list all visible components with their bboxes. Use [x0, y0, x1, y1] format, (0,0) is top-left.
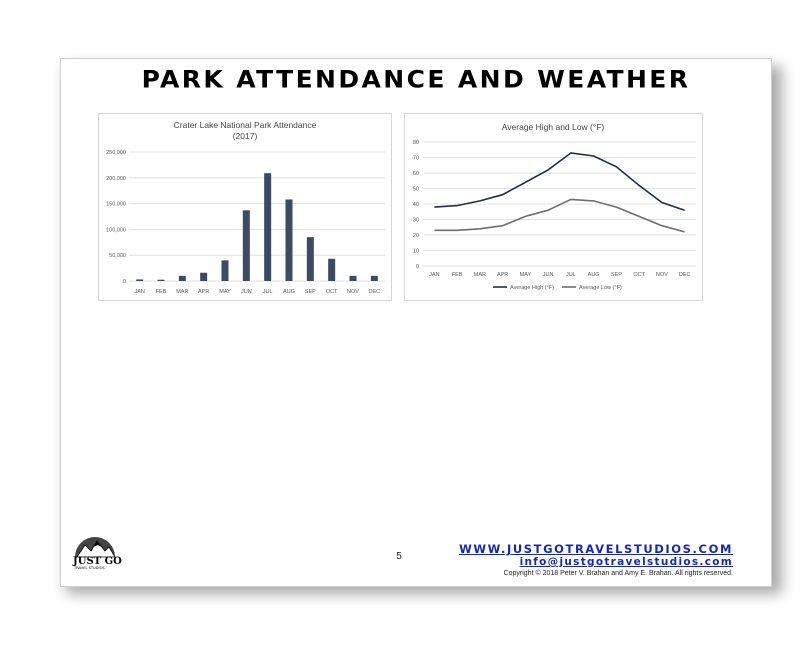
- y-tick-label: 10: [412, 248, 419, 255]
- bar: [264, 173, 271, 281]
- copyright-text: Copyright © 2018 Peter V. Brahan and Amy E. Brahan. All rights reserved.: [503, 570, 733, 577]
- attendance-chart-panel: [98, 113, 392, 301]
- chart-subtitle: (2017): [232, 131, 258, 141]
- temperature-chart: [405, 114, 702, 300]
- y-tick-label: 70: [412, 155, 419, 162]
- y-tick-label: 30: [412, 217, 419, 224]
- x-tick-label: MAR: [176, 289, 189, 295]
- just-go-logo: [65, 533, 129, 569]
- x-tick-label: JAN: [134, 289, 145, 295]
- y-tick-label: 250,000: [106, 150, 126, 156]
- y-tick-label: 20: [412, 233, 419, 239]
- x-tick-label: OCT: [325, 289, 338, 295]
- website-link[interactable]: WWW.JUSTGOTRAVELSTUDIOS.COM: [459, 542, 733, 556]
- bar: [307, 237, 314, 281]
- x-tick-label: JUN: [240, 289, 252, 295]
- y-tick-label: 150,000: [106, 201, 126, 208]
- x-tick-label: JUN: [542, 272, 554, 278]
- y-tick-label: 50,000: [109, 253, 126, 260]
- series-line: [434, 153, 684, 210]
- x-tick-label: AUG: [283, 289, 295, 295]
- bar: [136, 279, 143, 281]
- x-tick-label: SEP: [610, 272, 622, 278]
- y-tick-label: 0: [122, 279, 126, 285]
- y-tick-label: 40: [412, 202, 419, 208]
- y-tick-label: 80: [412, 140, 419, 146]
- temperature-chart-panel: [404, 113, 703, 301]
- x-tick-label: JUL: [262, 289, 273, 295]
- x-tick-label: MAY: [219, 289, 231, 295]
- logo-subtext: TRAVEL STUDIOS: [74, 566, 105, 569]
- legend-label: Average Low (°F): [579, 285, 622, 291]
- bar: [350, 276, 357, 281]
- x-tick-label: OCT: [633, 272, 645, 278]
- x-tick-label: MAR: [473, 272, 486, 278]
- legend-label: Average High (°F): [510, 285, 554, 291]
- logo-text: JUST GO: [73, 556, 122, 567]
- x-tick-label: FEB: [155, 289, 167, 295]
- x-tick-label: FEB: [451, 272, 463, 278]
- bar: [158, 280, 165, 281]
- x-tick-label: AUG: [587, 272, 600, 278]
- page-number: 5: [396, 551, 402, 562]
- attendance-chart: [99, 114, 391, 300]
- x-tick-label: MAY: [519, 272, 532, 278]
- x-tick-label: DEC: [678, 272, 691, 278]
- x-tick-label: JUL: [565, 272, 576, 278]
- x-tick-label: SEP: [304, 289, 316, 295]
- y-tick-label: 60: [412, 171, 419, 177]
- y-tick-label: 100,000: [106, 227, 126, 234]
- mountain-logo-icon: [65, 533, 129, 569]
- y-tick-label: 0: [415, 264, 419, 270]
- x-tick-label: NOV: [347, 289, 359, 295]
- bar: [200, 273, 207, 281]
- document-page: [60, 58, 772, 587]
- bar: [222, 260, 229, 281]
- bar: [371, 276, 378, 281]
- x-tick-label: APR: [198, 289, 210, 295]
- page-title: PARK ATTENDANCE AND WEATHER: [141, 65, 691, 94]
- chart-title: Average High and Low (°F): [501, 122, 605, 132]
- chart-title: Crater Lake National Park Attendance: [173, 120, 317, 130]
- email-link[interactable]: info@justgotravelstudios.com: [519, 556, 733, 568]
- y-tick-label: 200,000: [106, 175, 126, 182]
- bar: [179, 276, 186, 281]
- y-tick-label: 50: [412, 186, 419, 193]
- x-tick-label: NOV: [655, 272, 668, 278]
- bar: [286, 199, 293, 281]
- bar: [328, 259, 335, 281]
- bar: [243, 210, 250, 281]
- x-tick-label: APR: [496, 272, 509, 278]
- x-tick-label: JAN: [429, 272, 440, 278]
- x-tick-label: DEC: [368, 289, 381, 295]
